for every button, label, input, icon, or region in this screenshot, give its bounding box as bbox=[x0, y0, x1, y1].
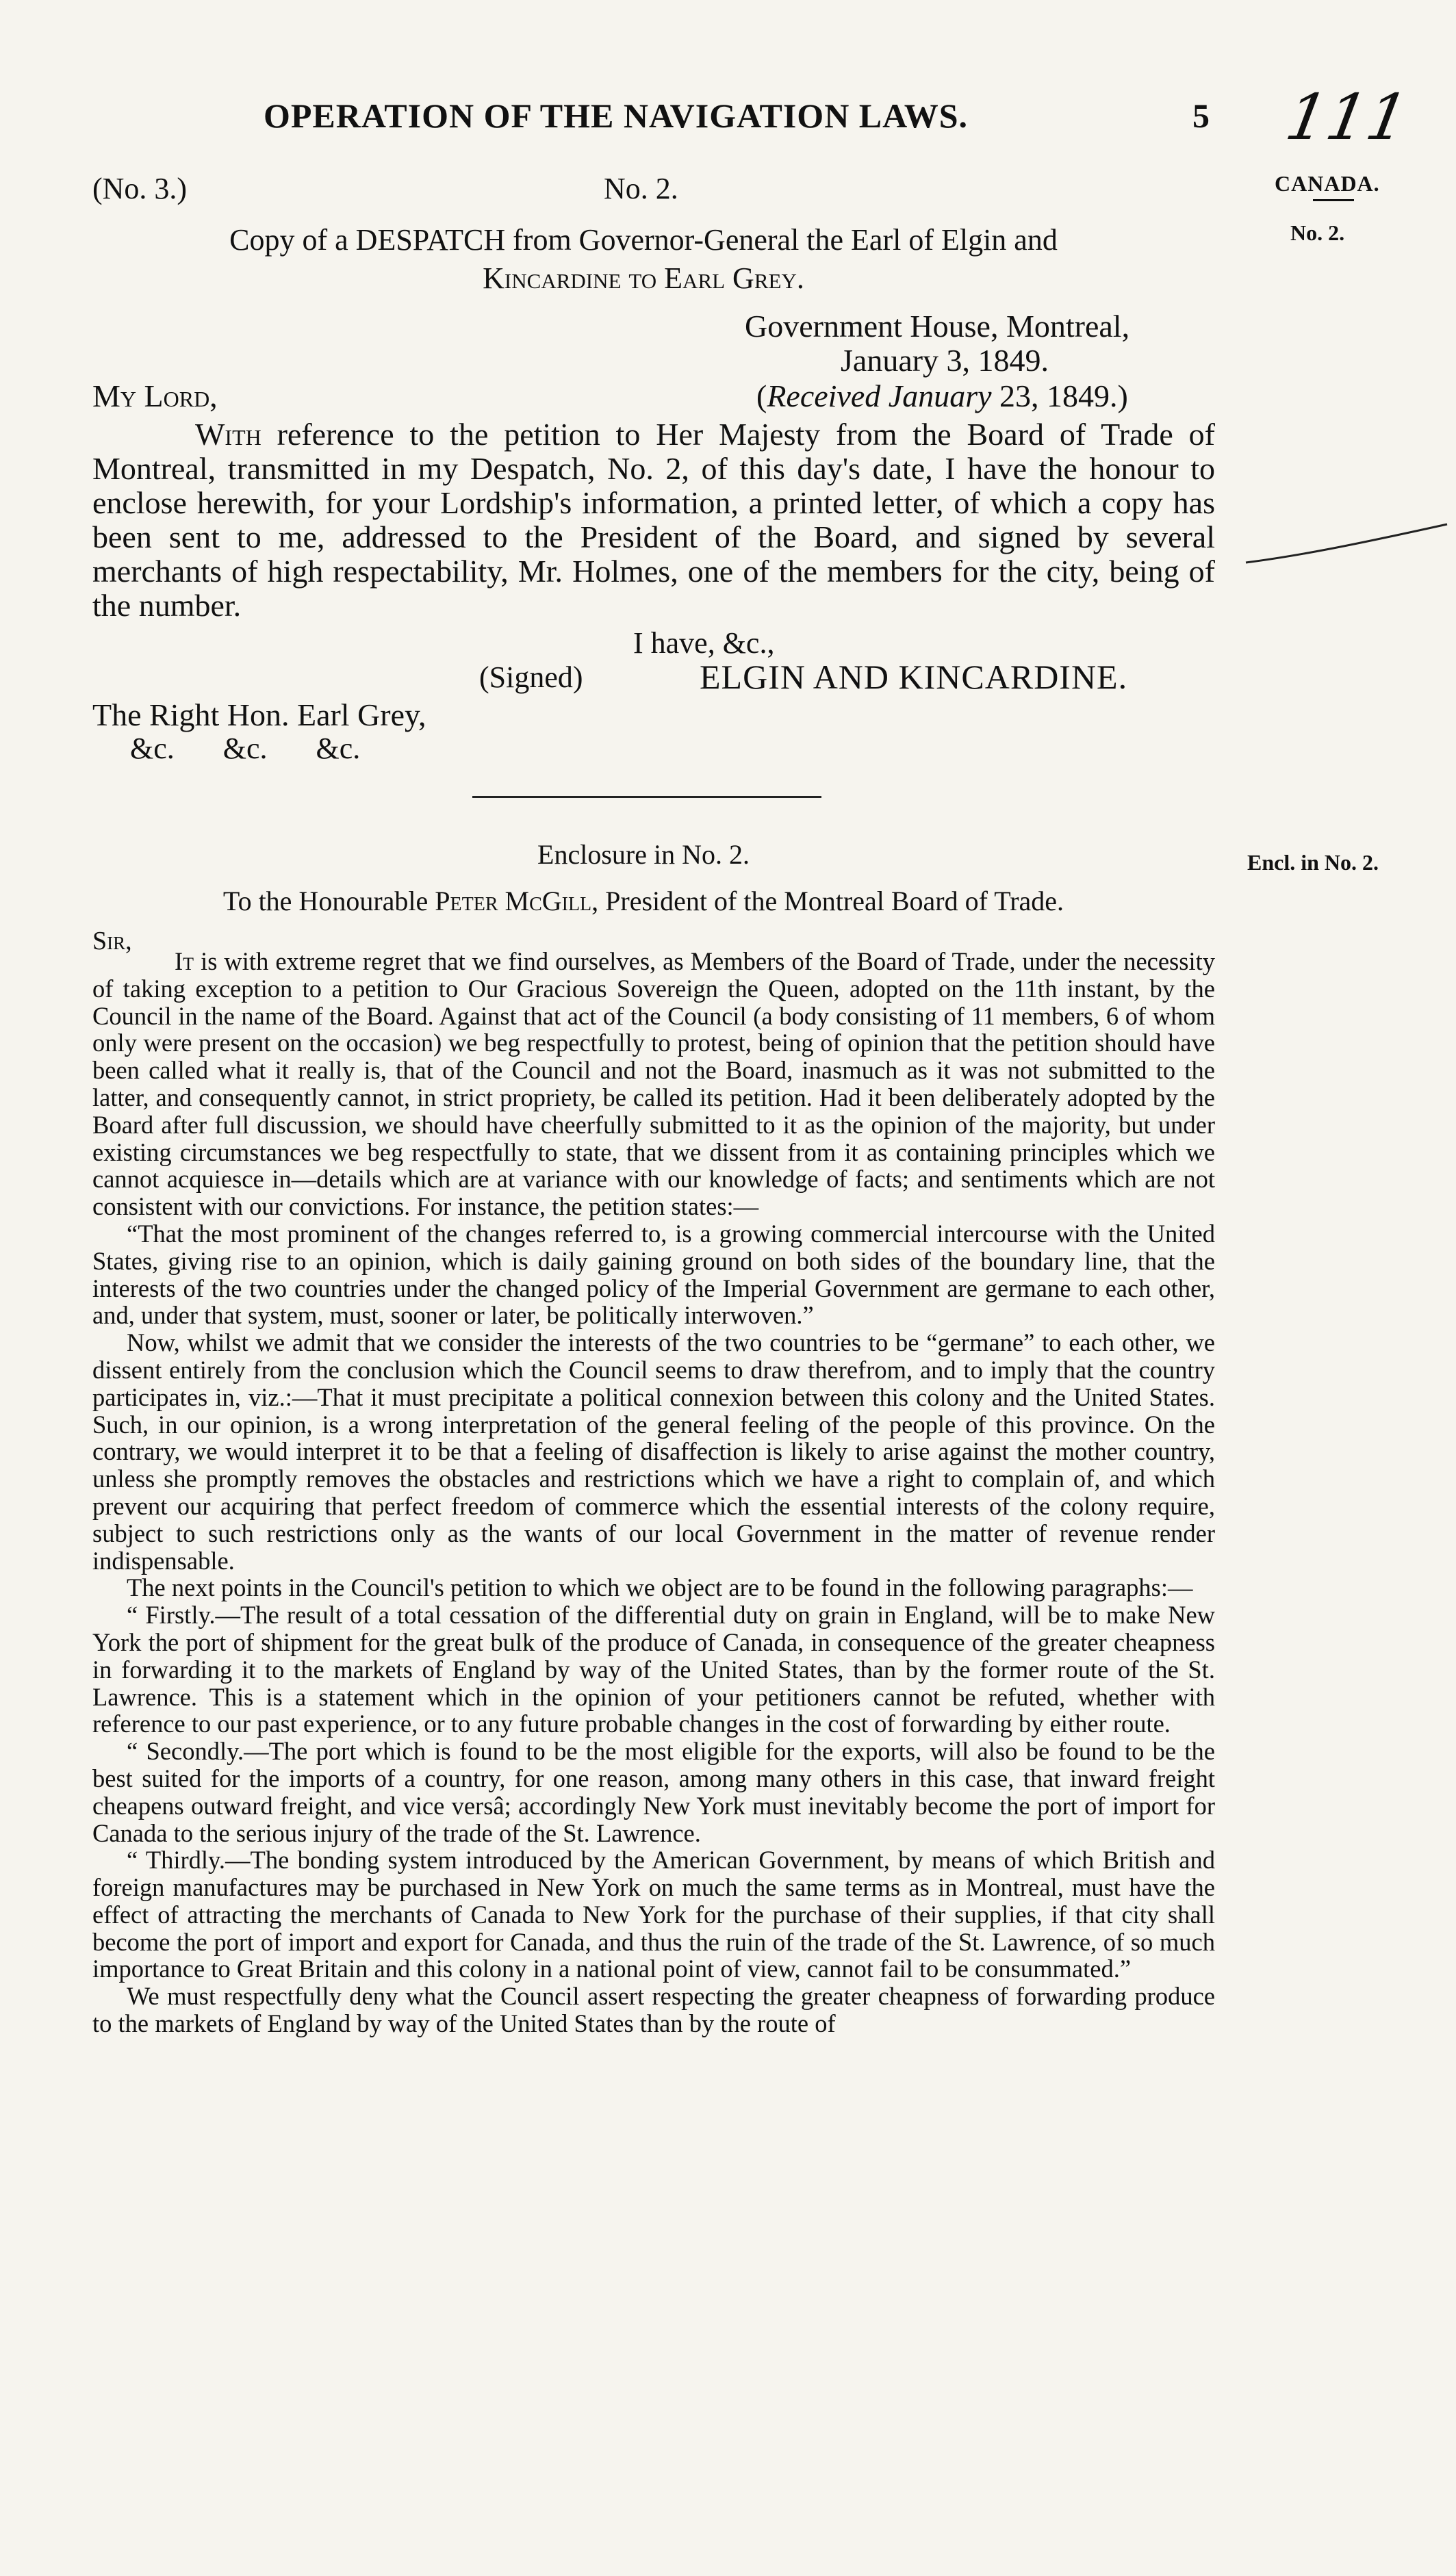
signature: ELGIN AND KINCARDINE. bbox=[700, 658, 1128, 696]
signed-label: (Signed) bbox=[479, 660, 583, 694]
enclosure-paragraph bbox=[92, 1846, 1215, 1983]
despatch-body-text: reference to the petition to Her Majesty from the Board of Trade of Montreal, transmitted in my Despatch, No. 2, of this day's date, I have the honour to enclose herewith, for your Lordship's information, a printed letter, of which a copy has been sent to me, addressed to the President of the Board, and signed by several merchants of high respectability, Mr. Holmes, one of the members for the city, being of the number. bbox=[92, 417, 1215, 623]
paragraph-lead-word: It bbox=[175, 947, 194, 975]
paragraph-text: We must respectfully deny what the Council assert respecting the greater cheapness of forwarding produce to the markets of England by way of the United States than by the route of bbox=[92, 1982, 1215, 2038]
addressee-name: Peter McGill bbox=[435, 886, 592, 916]
margin-rule bbox=[1313, 199, 1354, 201]
despatch-number: No. 2. bbox=[604, 172, 678, 205]
paragraph-text: “ Secondly.—The port which is found to be the most eligible for the exports, will also be found to be the best suited for the imports of a country, for one reason, among many others in this case, that inward freight cheapens outward freight, and vice versâ; accordingly New York must inevitably become the port of import for Canada to the serious injury of the trade of the St. Lawrence. bbox=[92, 1737, 1215, 1847]
margin-colony-label: CANADA. bbox=[1275, 171, 1380, 196]
received-label: Received January bbox=[767, 378, 992, 413]
enclosure-paragraph bbox=[92, 1983, 1215, 2037]
margin-despatch-number: No. 2. bbox=[1290, 220, 1345, 245]
paragraph-text: is with extreme regret that we find ourselves, as Members of the Board of Trade, under the necessity of taking exception to a petition to Our Gracious Sovereign the Queen, adopted on the 11th instant, by the Council in the name of the Board. Against that act of the Council (a body consisting of 11 members, 6 of whom only were present on the occasion) we beg respectfully to protest, being of opinion that the petition should have been called what it really is, that of the Council and not the Board, inasmuch as it was not submitted to the latter, and consequently cannot, in strict propriety, be called its petition. Had it been deliberately adopted by the Board after full discussion, we should have cheerfully submitted to it as the opinion of the majority, but under existing circumstances we beg respectfully to state, that we dissent from it as containing principles which we cannot acquiesce in—details which are at variance with our knowledge of facts; and sentiments which are not consistent with our convictions. For instance, the petition states:— bbox=[92, 947, 1215, 1221]
despatch-title-line-1: Copy of a DESPATCH from Governor-General the Earl of Elgin and bbox=[229, 223, 1058, 257]
handwritten-folio-number: 111 bbox=[1280, 81, 1414, 154]
paragraph-text: Now, whilst we admit that we consider the interests of the two countries to be “germane” to each other, we dissent entirely from the conclusion which the Council seems to draw therefrom, and to imply that the country participates in, viz.:—That it must precipitate a political connexion between this colony and the United States. Such, in our opinion, is a wrong interpretation of the general feeling of the people of this province. On the contrary, we would interpret it to be that a feeling of disaffection is likely to arise against the mother country, unless she promptly removes the obstacles and restrictions which we have a right to complain of, and which prevent our acquiring that perfect freedom of commerce which the essential interests of the colony require, subject to such restrictions only as the wants of our local Government in the matter of revenue render indispensable. bbox=[92, 1328, 1215, 1575]
paragraph-text: “ Firstly.—The result of a total cessation of the differential duty on grain in England, will be to make New York the port of shipment for the great bulk of the produce of Canada, in consequence of the greater cheapness in forwarding it to the markets of England by way of the United States, than by the former route of the St. Lawrence. This is a statement which in the opinion of your petitioners cannot be refuted, whether with reference to our past experience, or to any future probable changes in the cost of forwarding by either route. bbox=[92, 1601, 1215, 1738]
address-date: January 3, 1849. bbox=[841, 343, 1049, 378]
enclosure-paragraph bbox=[92, 948, 1215, 1220]
despatch-title bbox=[103, 221, 1184, 298]
recipient-etc: &c. &c. &c. bbox=[130, 732, 361, 765]
despatch-salutation: My Lord, bbox=[92, 378, 218, 413]
paragraph-text: “That the most prominent of the changes referred to, is a growing commercial intercourse with the United States, giving rise to an opinion, which is daily gaining ground on both sides of the boundary line, that the interests of the two countries under the changed policy of the Imperial Government are germane to each other, and, under that system, must, sooner or later, be politically interwoven.” bbox=[92, 1219, 1215, 1330]
enclosure-paragraph bbox=[92, 1738, 1215, 1846]
enclosure-paragraph bbox=[92, 1329, 1215, 1574]
despatch-body bbox=[92, 417, 1215, 623]
despatch-lead-word: With bbox=[195, 417, 261, 452]
addressee-prefix: To the Honourable bbox=[222, 886, 435, 916]
pencil-mark bbox=[1244, 520, 1450, 575]
document-number-left: (No. 3.) bbox=[92, 172, 188, 205]
addressee-suffix: , President of the Montreal Board of Trade. bbox=[591, 886, 1064, 916]
recipient-name: The Right Hon. Earl Grey, bbox=[92, 697, 426, 732]
section-divider bbox=[472, 796, 821, 798]
received-date: (Received January 23, 1849.) bbox=[756, 378, 1128, 413]
enclosure-paragraph bbox=[92, 1601, 1215, 1738]
enclosure-addressee bbox=[103, 885, 1184, 917]
running-header-title: OPERATION OF THE NAVIGATION LAWS. bbox=[264, 96, 969, 135]
despatch-title-line-2: Kincardine to Earl Grey. bbox=[483, 261, 804, 295]
received-day-year: 23, 1849.) bbox=[991, 378, 1128, 413]
page-number: 5 bbox=[1192, 96, 1210, 135]
paragraph-text: The next points in the Council's petition to which we object are to be found in the following paragraphs:— bbox=[127, 1573, 1193, 1602]
enclosure-paragraph bbox=[92, 1574, 1215, 1601]
enclosure-paragraph bbox=[92, 1220, 1215, 1329]
margin-enclosure-label: Encl. in No. 2. bbox=[1247, 850, 1379, 875]
despatch-paragraph bbox=[92, 417, 1215, 623]
enclosure-heading: Enclosure in No. 2. bbox=[537, 839, 750, 870]
closing-phrase: I have, &c., bbox=[633, 626, 775, 660]
paragraph-text: “ Thirdly.—The bonding system introduced by the American Government, by means of which British and foreign manufactures may be purchased in New York on much the same terms as in Montreal, must have the effect of attracting the merchants of Canada to New York for the purchase of their supplies, if that city shall become the port of import and export for Canada, and thus the ruin of the trade of the St. Lawrence, of so much importance to Great Britain and this colony in a national point of view, cannot fail to be consummated.” bbox=[92, 1846, 1215, 1983]
enclosure-body bbox=[92, 948, 1215, 2037]
address-line-1: Government House, Montreal, bbox=[745, 309, 1130, 344]
enclosure-salutation: Sir, bbox=[92, 927, 132, 955]
